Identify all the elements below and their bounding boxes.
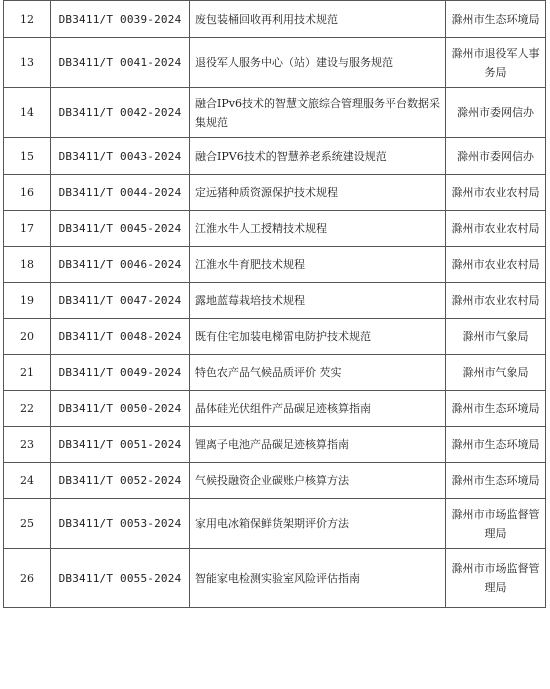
standard-code: DB3411/T 0051-2024 <box>51 427 190 463</box>
standard-name: 既有住宅加装电梯雷电防护技术规范 <box>190 319 446 355</box>
row-number: 13 <box>4 38 51 88</box>
responsible-agency: 滁州市生态环境局 <box>446 1 546 38</box>
standard-code: DB3411/T 0044-2024 <box>51 175 190 211</box>
row-number: 22 <box>4 391 51 427</box>
standard-code: DB3411/T 0043-2024 <box>51 138 190 175</box>
standard-name: 江淮水牛育肥技术规程 <box>190 247 446 283</box>
standard-code: DB3411/T 0047-2024 <box>51 283 190 319</box>
row-number: 18 <box>4 247 51 283</box>
row-number: 26 <box>4 549 51 608</box>
standard-name: 江淮水牛人工授精技术规程 <box>190 211 446 247</box>
table-row <box>4 427 546 463</box>
row-number: 20 <box>4 319 51 355</box>
responsible-agency: 滁州市农业农村局 <box>446 283 546 319</box>
standard-name: 智能家电检测实验室风险评估指南 <box>190 549 446 608</box>
row-number: 14 <box>4 88 51 138</box>
standard-name: 家用电冰箱保鲜货架期评价方法 <box>190 499 446 549</box>
standard-code: DB3411/T 0048-2024 <box>51 319 190 355</box>
standard-name: 废包装桶回收再利用技术规范 <box>190 1 446 38</box>
responsible-agency: 滁州市生态环境局 <box>446 391 546 427</box>
table-row <box>4 247 546 283</box>
row-number: 25 <box>4 499 51 549</box>
standard-code: DB3411/T 0042-2024 <box>51 88 190 138</box>
table-row <box>4 283 546 319</box>
row-number: 19 <box>4 283 51 319</box>
standard-name: 气候投融资企业碳账户核算方法 <box>190 463 446 499</box>
row-number: 21 <box>4 355 51 391</box>
row-number: 24 <box>4 463 51 499</box>
table-row <box>4 463 546 499</box>
standard-code: DB3411/T 0041-2024 <box>51 38 190 88</box>
standard-code: DB3411/T 0049-2024 <box>51 355 190 391</box>
standard-name: 融合IPv6技术的智慧文旅综合管理服务平台数据采集规范 <box>190 88 446 138</box>
table-row <box>4 319 546 355</box>
responsible-agency: 滁州市委网信办 <box>446 88 546 138</box>
standard-name: 特色农产品气候品质评价 芡实 <box>190 355 446 391</box>
table-row <box>4 499 546 549</box>
responsible-agency: 滁州市生态环境局 <box>446 463 546 499</box>
table-row <box>4 549 546 608</box>
standard-name: 晶体硅光伏组件产品碳足迹核算指南 <box>190 391 446 427</box>
table-row <box>4 211 546 247</box>
standards-table-body <box>4 1 546 608</box>
responsible-agency: 滁州市市场监督管理局 <box>446 499 546 549</box>
table-row <box>4 38 546 88</box>
responsible-agency: 滁州市农业农村局 <box>446 211 546 247</box>
row-number: 15 <box>4 138 51 175</box>
row-number: 23 <box>4 427 51 463</box>
standard-name: 定远猪种质资源保护技术规程 <box>190 175 446 211</box>
table-row <box>4 1 546 38</box>
responsible-agency: 滁州市市场监督管理局 <box>446 549 546 608</box>
standard-name: 融合IPV6技术的智慧养老系统建设规范 <box>190 138 446 175</box>
table-row <box>4 175 546 211</box>
responsible-agency: 滁州市农业农村局 <box>446 247 546 283</box>
standards-table <box>3 0 546 608</box>
table-row <box>4 355 546 391</box>
standard-code: DB3411/T 0053-2024 <box>51 499 190 549</box>
standard-code: DB3411/T 0039-2024 <box>51 1 190 38</box>
standard-code: DB3411/T 0046-2024 <box>51 247 190 283</box>
standard-name: 退役军人服务中心（站）建设与服务规范 <box>190 38 446 88</box>
responsible-agency: 滁州市生态环境局 <box>446 427 546 463</box>
table-row <box>4 391 546 427</box>
table-row <box>4 138 546 175</box>
standard-code: DB3411/T 0052-2024 <box>51 463 190 499</box>
responsible-agency: 滁州市农业农村局 <box>446 175 546 211</box>
responsible-agency: 滁州市委网信办 <box>446 138 546 175</box>
standard-name: 锂离子电池产品碳足迹核算指南 <box>190 427 446 463</box>
standard-name: 露地蓝莓栽培技术规程 <box>190 283 446 319</box>
table-row <box>4 88 546 138</box>
row-number: 16 <box>4 175 51 211</box>
row-number: 17 <box>4 211 51 247</box>
standard-code: DB3411/T 0045-2024 <box>51 211 190 247</box>
row-number: 12 <box>4 1 51 38</box>
standard-code: DB3411/T 0055-2024 <box>51 549 190 608</box>
responsible-agency: 滁州市气象局 <box>446 355 546 391</box>
responsible-agency: 滁州市退役军人事务局 <box>446 38 546 88</box>
standard-code: DB3411/T 0050-2024 <box>51 391 190 427</box>
responsible-agency: 滁州市气象局 <box>446 319 546 355</box>
